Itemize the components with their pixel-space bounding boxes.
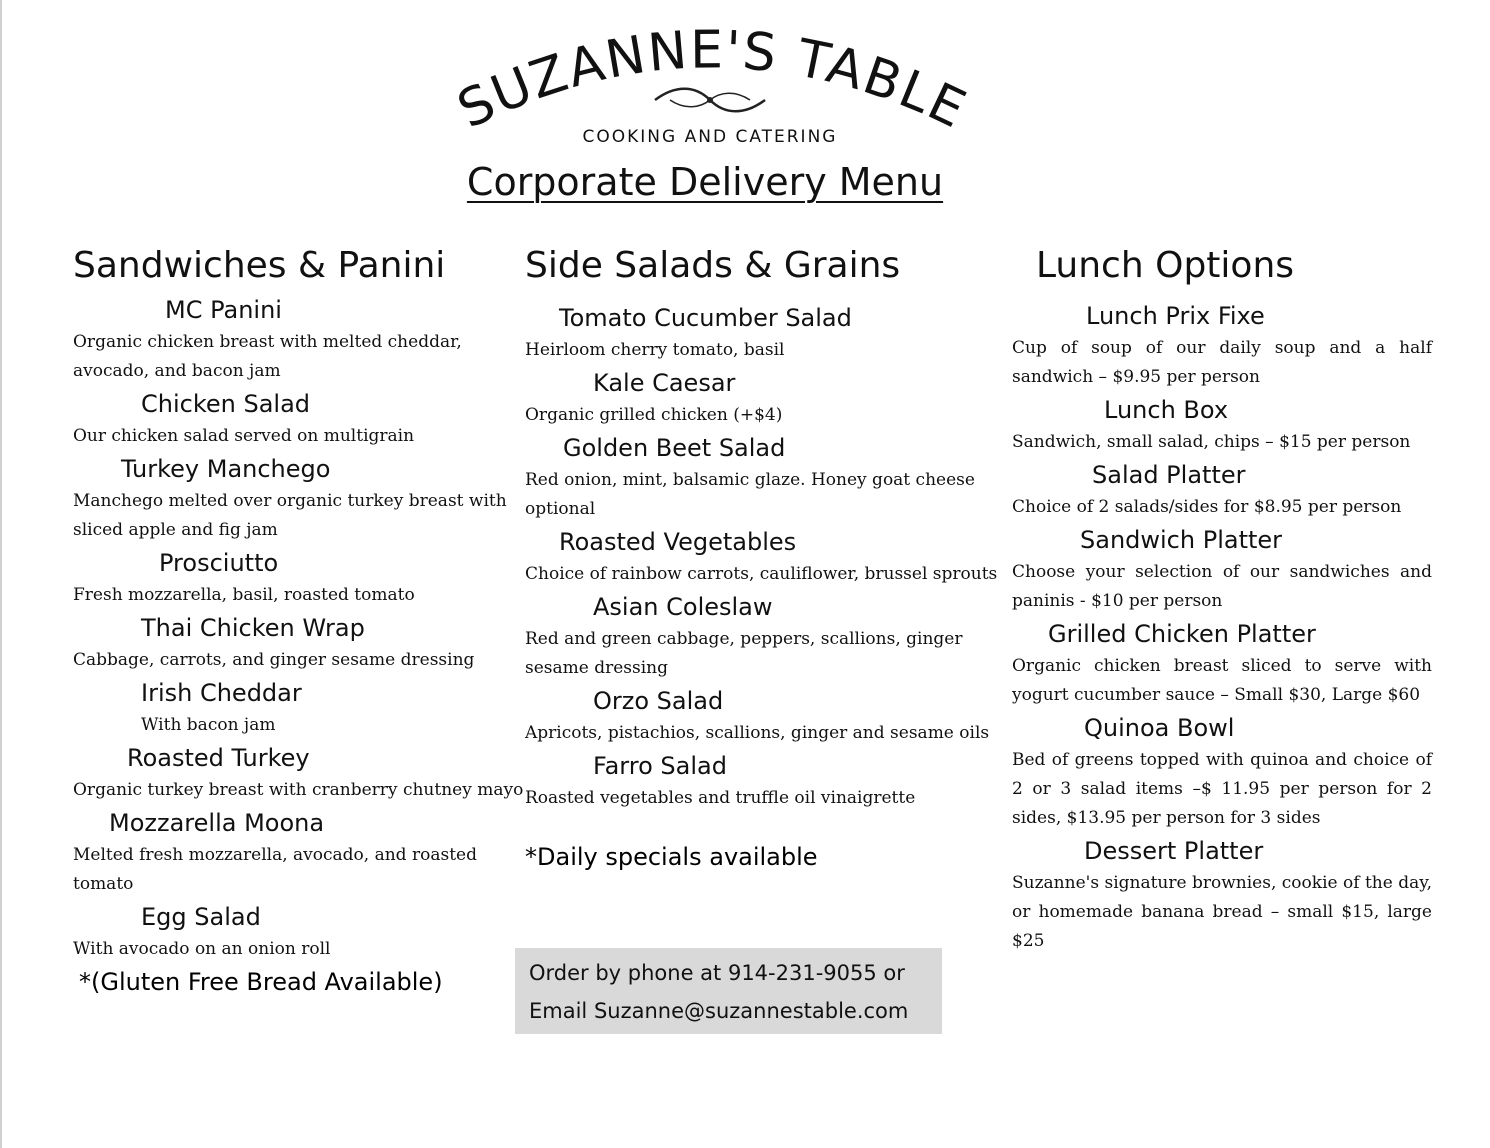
logo-name: SUZANNE'S TABLE bbox=[448, 20, 976, 141]
sides-section bbox=[525, 240, 998, 875]
menu-item bbox=[1012, 392, 1432, 457]
item-description: Fresh mozzarella, basil, roasted tomato bbox=[73, 585, 415, 605]
item-name: Kale Caesar bbox=[593, 369, 736, 397]
item-description: Heirloom cherry tomato, basil bbox=[525, 340, 785, 360]
item-description: Organic grilled chicken (+$4) bbox=[525, 405, 783, 425]
item-description: With bacon jam bbox=[141, 715, 276, 735]
page-left-border bbox=[0, 0, 2, 1148]
item-description: Choice of rainbow carrots, cauliflower, brussel sprouts bbox=[525, 564, 998, 584]
menu-item bbox=[1012, 457, 1432, 522]
order-phone-line: Order by phone at 914-231-9055 or bbox=[529, 961, 905, 985]
item-name: Lunch Box bbox=[1104, 396, 1229, 424]
item-name: Orzo Salad bbox=[593, 687, 724, 715]
item-name: Thai Chicken Wrap bbox=[141, 614, 365, 642]
menu-item bbox=[1012, 710, 1432, 833]
menu-item bbox=[1012, 833, 1432, 956]
item-description: Organic chicken breast with melted cheddar, avocado, and bacon jam bbox=[73, 332, 462, 381]
menu-item bbox=[73, 292, 513, 386]
flourish-ornament-icon bbox=[650, 80, 770, 120]
menu-item bbox=[73, 386, 513, 451]
item-description: Cabbage, carrots, and ginger sesame dressing bbox=[73, 650, 475, 670]
item-description: Organic chicken breast sliced to serve with yogurt cucumber sauce – Small $30, Large $60 bbox=[1012, 656, 1432, 705]
menu-item bbox=[525, 430, 990, 524]
item-description: Organic turkey breast with cranberry chutney mayo bbox=[73, 780, 524, 800]
item-description: With avocado on an onion roll bbox=[73, 939, 331, 959]
menu-item bbox=[525, 300, 990, 365]
menu-item bbox=[525, 683, 990, 748]
menu-item bbox=[73, 740, 524, 805]
item-name: Lunch Prix Fixe bbox=[1086, 302, 1265, 330]
item-name: Golden Beet Salad bbox=[563, 434, 786, 462]
item-description: Suzanne's signature brownies, cookie of the day, or homemade banana bread – small $15, large $25 bbox=[1012, 873, 1432, 951]
item-name: Asian Coleslaw bbox=[593, 593, 773, 621]
item-name: Prosciutto bbox=[159, 549, 279, 577]
section-heading-sides: Side Salads & Grains bbox=[525, 245, 901, 286]
menu-item bbox=[73, 899, 513, 964]
item-name: Grilled Chicken Platter bbox=[1048, 620, 1316, 648]
page-title: Corporate Delivery Menu bbox=[466, 160, 944, 204]
item-name: Egg Salad bbox=[141, 903, 261, 931]
menu-item bbox=[73, 675, 513, 740]
item-description: Apricots, pistachios, scallions, ginger and sesame oils bbox=[525, 723, 990, 743]
item-name: Salad Platter bbox=[1092, 461, 1246, 489]
section-heading-sandwiches: Sandwiches & Panini bbox=[73, 245, 446, 286]
menu-item bbox=[525, 365, 990, 430]
menu-item bbox=[1012, 522, 1432, 616]
gluten-free-note: *(Gluten Free Bread Available) bbox=[79, 968, 443, 996]
item-name: Dessert Platter bbox=[1084, 837, 1264, 865]
item-description: Roasted vegetables and truffle oil vinaigrette bbox=[525, 788, 916, 808]
item-description: Sandwich, small salad, chips – $15 per person bbox=[1012, 432, 1411, 452]
item-name: Chicken Salad bbox=[141, 390, 311, 418]
menu-item bbox=[525, 589, 990, 683]
item-description: Red and green cabbage, peppers, scallions, ginger sesame dressing bbox=[525, 629, 963, 678]
item-description: Choose your selection of our sandwiches and paninis - $10 per person bbox=[1012, 562, 1432, 611]
menu-item bbox=[73, 451, 513, 545]
menu-item bbox=[1012, 298, 1432, 392]
item-description: Manchego melted over organic turkey breast with sliced apple and fig jam bbox=[73, 491, 507, 540]
item-description: Bed of greens topped with quinoa and choice of 2 or 3 salad items –$ 11.95 per person for 2 sides, $13.95 per person for 3 sides bbox=[1012, 750, 1432, 828]
item-name: Mozzarella Moona bbox=[109, 809, 325, 837]
menu-item bbox=[525, 748, 990, 813]
order-email-line: Email Suzanne@suzannestable.com bbox=[529, 999, 909, 1023]
item-name: Roasted Vegetables bbox=[559, 528, 797, 556]
menu-item bbox=[525, 524, 998, 589]
item-description: Melted fresh mozzarella, avocado, and roasted tomato bbox=[73, 845, 477, 894]
item-description: Red onion, mint, balsamic glaze. Honey goat cheese optional bbox=[525, 470, 975, 519]
menu-item bbox=[1012, 616, 1432, 710]
daily-specials-note: *Daily specials available bbox=[525, 843, 818, 871]
item-name: Quinoa Bowl bbox=[1084, 714, 1235, 742]
item-name: Farro Salad bbox=[593, 752, 727, 780]
item-name: Turkey Manchego bbox=[121, 455, 331, 483]
sandwiches-section bbox=[73, 240, 524, 1000]
section-heading-lunch: Lunch Options bbox=[1036, 245, 1295, 286]
item-description: Cup of soup of our daily soup and a half sandwich – $9.95 per person bbox=[1012, 338, 1432, 387]
item-name: Sandwich Platter bbox=[1080, 526, 1283, 554]
logo-tagline: COOKING AND CATERING bbox=[582, 127, 838, 147]
item-description: Choice of 2 salads/sides for $8.95 per person bbox=[1012, 497, 1402, 517]
item-name: Roasted Turkey bbox=[127, 744, 310, 772]
menu-item bbox=[73, 610, 513, 675]
item-description: Our chicken salad served on multigrain bbox=[73, 426, 415, 446]
menu-item bbox=[73, 545, 513, 610]
menu-item bbox=[73, 805, 513, 899]
lunch-section bbox=[1012, 240, 1432, 956]
item-name: Irish Cheddar bbox=[141, 679, 302, 707]
item-name: MC Panini bbox=[165, 296, 282, 324]
order-contact-box bbox=[515, 948, 942, 1034]
item-name: Tomato Cucumber Salad bbox=[559, 304, 852, 332]
